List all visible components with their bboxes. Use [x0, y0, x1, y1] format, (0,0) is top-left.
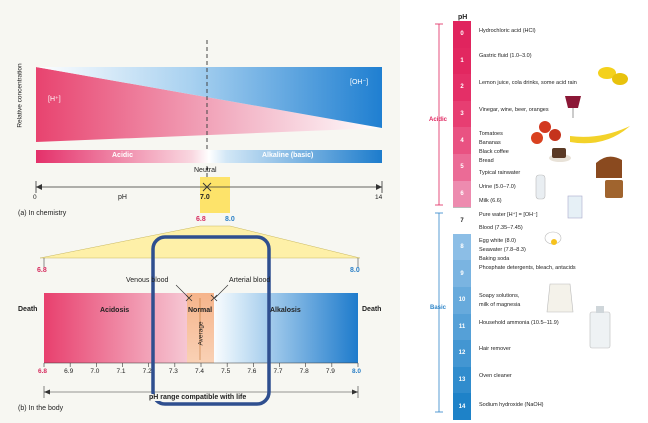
ph-item-label: milk of magnesia — [479, 302, 521, 308]
wine-glass-illustration — [565, 96, 581, 108]
ph-scale-cell: 1 — [453, 48, 471, 75]
ph-item-label: Milk (6.6) — [479, 198, 502, 204]
ph-item-label: Oven cleaner — [479, 373, 512, 379]
body-tick-label: 7.8 — [299, 368, 309, 375]
body-tick-label: 7.3 — [168, 368, 178, 375]
ph-scale-cell: 3 — [453, 101, 471, 128]
ph-item-label: Sodium hydroxide (NaOH) — [479, 402, 544, 408]
ph-scale-cell: 8 — [453, 234, 471, 261]
ph-item-label: Hydrochloric acid (HCl) — [479, 28, 536, 34]
ph-item-label: Black coffee — [479, 149, 509, 155]
ph-scale-cell: 4 — [453, 127, 471, 154]
tomato-illustration — [539, 121, 551, 133]
ph-scale-cell: 2 — [453, 74, 471, 101]
ph-scale-cell: 12 — [453, 340, 471, 367]
ph-item-label: Vinegar, wine, beer, oranges — [479, 107, 549, 113]
milk-bottle-illustration — [536, 175, 545, 199]
ph-item-label: Gastric fluid (1.0–3.0) — [479, 53, 532, 59]
ph-item-label: Phosphate detergents, bleach, antacids — [479, 265, 576, 271]
banana-illustration — [570, 126, 630, 143]
ph-item-label: Household ammonia (10.5–11.9) — [479, 320, 559, 326]
body-tick-label: 7.7 — [273, 368, 283, 375]
alkalosis-label: Alkalosis — [270, 307, 301, 314]
ph-item-label: Soapy solutions, — [479, 293, 520, 299]
axis-end-label: 14 — [375, 194, 383, 201]
ph-scale-cell: 10 — [453, 287, 471, 314]
coffee-cup-illustration — [552, 148, 566, 158]
body-tick-label: 7.0 — [90, 368, 100, 375]
water-glass-illustration — [568, 196, 582, 218]
ph-scale-basic-label: Basic — [430, 305, 447, 311]
chemistry-caption: (a) In chemistry — [18, 210, 67, 217]
ph-item-label: Lemon juice, cola drinks, some acid rain — [479, 80, 577, 86]
ph-scale-acidic-label: Acidic — [429, 117, 448, 123]
death-left-label: Death — [18, 306, 38, 313]
ammonia-bottle-illustration — [590, 312, 610, 348]
ph-scale-header: pH — [458, 14, 468, 21]
h-ion-label: [H⁺] — [48, 96, 61, 103]
acidic-alkaline-bar — [36, 150, 382, 163]
ph-item-label: Pure water [H⁺] = [OH⁻] — [479, 212, 538, 218]
milk-of-magnesia-illustration — [547, 284, 573, 312]
body-tick-label: 6.9 — [64, 368, 74, 375]
normal-label: Normal — [188, 307, 213, 314]
ph-item-label: Bread — [479, 158, 494, 164]
body-tick-label: 7.4 — [195, 368, 205, 375]
ph-scale-cell: 11 — [453, 314, 471, 341]
arterial-blood-label: Arterial blood — [229, 277, 271, 284]
body-tick-label: 7.9 — [325, 368, 335, 375]
body-caption: (b) In the body — [18, 405, 64, 412]
bread-illustration — [596, 157, 622, 178]
ph-scale-cell: 9 — [453, 260, 471, 287]
ph-scale-cell: 13 — [453, 367, 471, 394]
acidosis-label: Acidosis — [100, 307, 130, 314]
oh-ion-label: [OH⁻] — [350, 79, 369, 86]
neutral-label: Neutral — [194, 167, 217, 174]
ph-item-label: Seawater (7.8–8.3) — [479, 247, 526, 253]
body-edge-right: 8.0 — [350, 267, 360, 274]
ph-scale-cell: 6 — [453, 181, 471, 208]
alkaline-label: Alkaline (basic) — [262, 152, 314, 159]
ph-item-label: Egg white (8.0) — [479, 238, 516, 244]
ph-scale-cell: 7 — [453, 207, 471, 236]
ph-item-label: Urine (5.0–7.0) — [479, 184, 516, 190]
ph-item-label: Hair remover — [479, 346, 511, 352]
ph-item-label: Baking soda — [479, 256, 510, 262]
body-tick-label: 6.8 — [38, 368, 48, 375]
ph-item-label: Bananas — [479, 140, 501, 146]
axis-start-label: 0 — [33, 194, 37, 201]
zoom-right-label: 8.0 — [225, 216, 235, 223]
axis-ph-label: pH — [118, 194, 127, 201]
body-tick-label: 7.6 — [247, 368, 257, 375]
range-label: pH range compatible with life — [149, 394, 247, 401]
y-axis-label: Relative concentration — [16, 63, 24, 128]
body-tick-label: 7.5 — [221, 368, 231, 375]
body-edge-left: 6.8 — [37, 267, 47, 274]
zoom-left-label: 6.8 — [196, 216, 206, 223]
ph-item-label: Tomatoes — [479, 131, 503, 137]
venous-blood-label: Venous blood — [126, 277, 169, 284]
ph-scale-cell: 5 — [453, 154, 471, 181]
ph-scale-cell: 14 — [453, 393, 471, 420]
average-label: Average — [197, 321, 205, 346]
ph-scale-cell: 0 — [453, 21, 471, 48]
ph-item-label: Blood (7.35–7.45) — [479, 225, 523, 231]
acidic-label: Acidic — [112, 152, 134, 159]
body-tick-label: 8.0 — [352, 368, 362, 375]
death-right-label: Death — [362, 306, 382, 313]
zoom-trapezoid — [40, 226, 360, 258]
body-tick-label: 7.2 — [142, 368, 152, 375]
body-tick-label: 7.1 — [116, 368, 126, 375]
axis-neutral-value: 7.0 — [200, 194, 210, 201]
ph-item-label: Typical rainwater — [479, 170, 521, 176]
